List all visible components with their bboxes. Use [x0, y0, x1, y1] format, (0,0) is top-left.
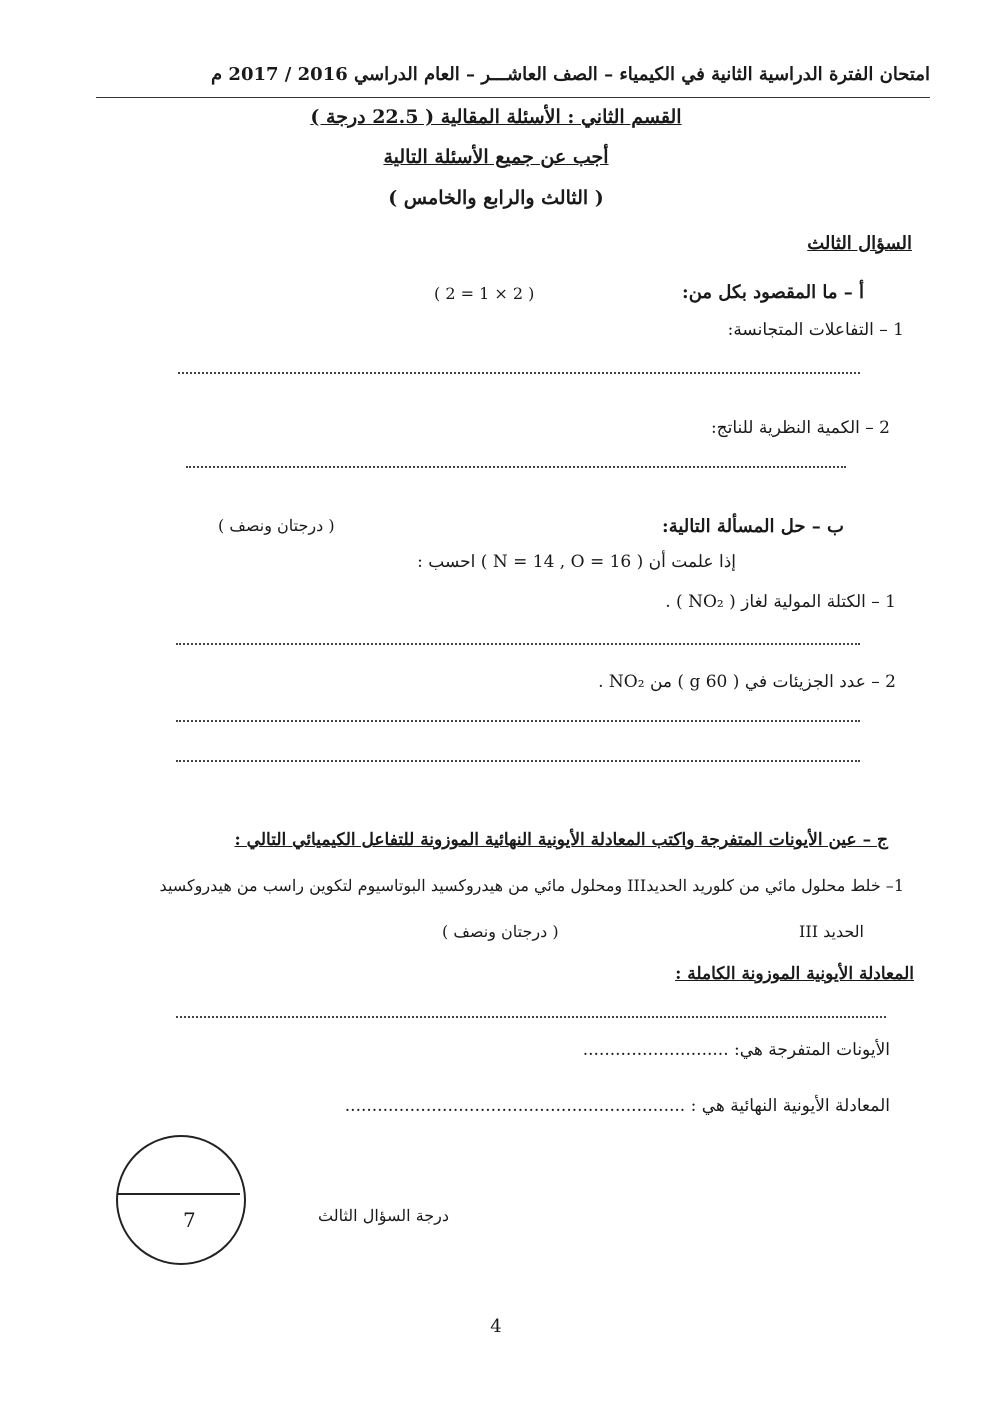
part-a-item2: 2 – الكمية النظرية للناتج: — [710, 418, 890, 438]
part-c-item1-line2: الحديد III — [799, 922, 864, 941]
part-a-label: أ – ما المقصود بكل من: — [682, 282, 864, 303]
part-b-item1: 1 – الكتلة المولية لغاز ( NO₂ ) . — [665, 592, 896, 612]
part-a-item1: 1 – التفاعلات المتجانسة: — [727, 320, 904, 340]
section-questions-list: ( الثالث والرابع والخامس ) — [388, 187, 604, 209]
full-equation-label: المعادلة الأيونية الموزونة الكاملة : — [675, 964, 914, 984]
answer-line[interactable] — [176, 720, 860, 722]
net-equation-line[interactable]: المعادلة الأيونية النهائية هي : ............................................................... — [344, 1096, 890, 1116]
part-b-given: إذا علمت أن ( N = 14 , O = 16 ) احسب : — [417, 552, 736, 572]
part-b-item2: 2 – عدد الجزيئات في ( 60 g ) من NO₂ . — [598, 672, 896, 692]
part-c-item1-line1: 1– خلط محلول مائي من كلوريد الحديدIII ومحلول مائي من هيدروكسيد البوتاسيوم لتكوين راسب من هيدروكسيد — [159, 876, 904, 895]
exam-header: امتحان الفترة الدراسية الثانية في الكيمياء – الصف العاشـــر – العام الدراسي 2016 / 2017 م — [211, 64, 930, 85]
answer-line[interactable] — [176, 760, 860, 762]
score-circle — [116, 1135, 246, 1265]
section-title: القسم الثاني : الأسئلة المقالية ( 22.5 درجة ) — [310, 106, 682, 128]
answer-line[interactable] — [176, 1016, 886, 1018]
part-c-label: ج – عين الأيونات المتفرجة واكتب المعادلة الأيونية النهائية الموزونة للتفاعل الكيميائي التالي : — [234, 830, 888, 850]
score-max: 7 — [183, 1208, 196, 1232]
answer-line[interactable] — [176, 643, 860, 645]
score-label: درجة السؤال الثالث — [318, 1206, 450, 1225]
answer-line[interactable] — [186, 466, 846, 468]
score-divider — [118, 1193, 240, 1195]
question3-title: السؤال الثالث — [807, 233, 912, 254]
spectator-ions-line[interactable]: الأيونات المتفرجة هي: ........................... — [582, 1040, 890, 1060]
section-instruction: أجب عن جميع الأسئلة التالية — [383, 146, 609, 168]
header-divider — [96, 97, 930, 98]
part-c-marks: ( درجتان ونصف ) — [442, 922, 559, 941]
page-number: 4 — [490, 1316, 502, 1337]
part-b-label: ب – حل المسألة التالية: — [662, 516, 844, 537]
part-a-marks: ( 2 = 1 × 2 ) — [434, 284, 535, 303]
part-b-marks: ( درجتان ونصف ) — [218, 516, 335, 535]
answer-line[interactable] — [178, 372, 860, 374]
